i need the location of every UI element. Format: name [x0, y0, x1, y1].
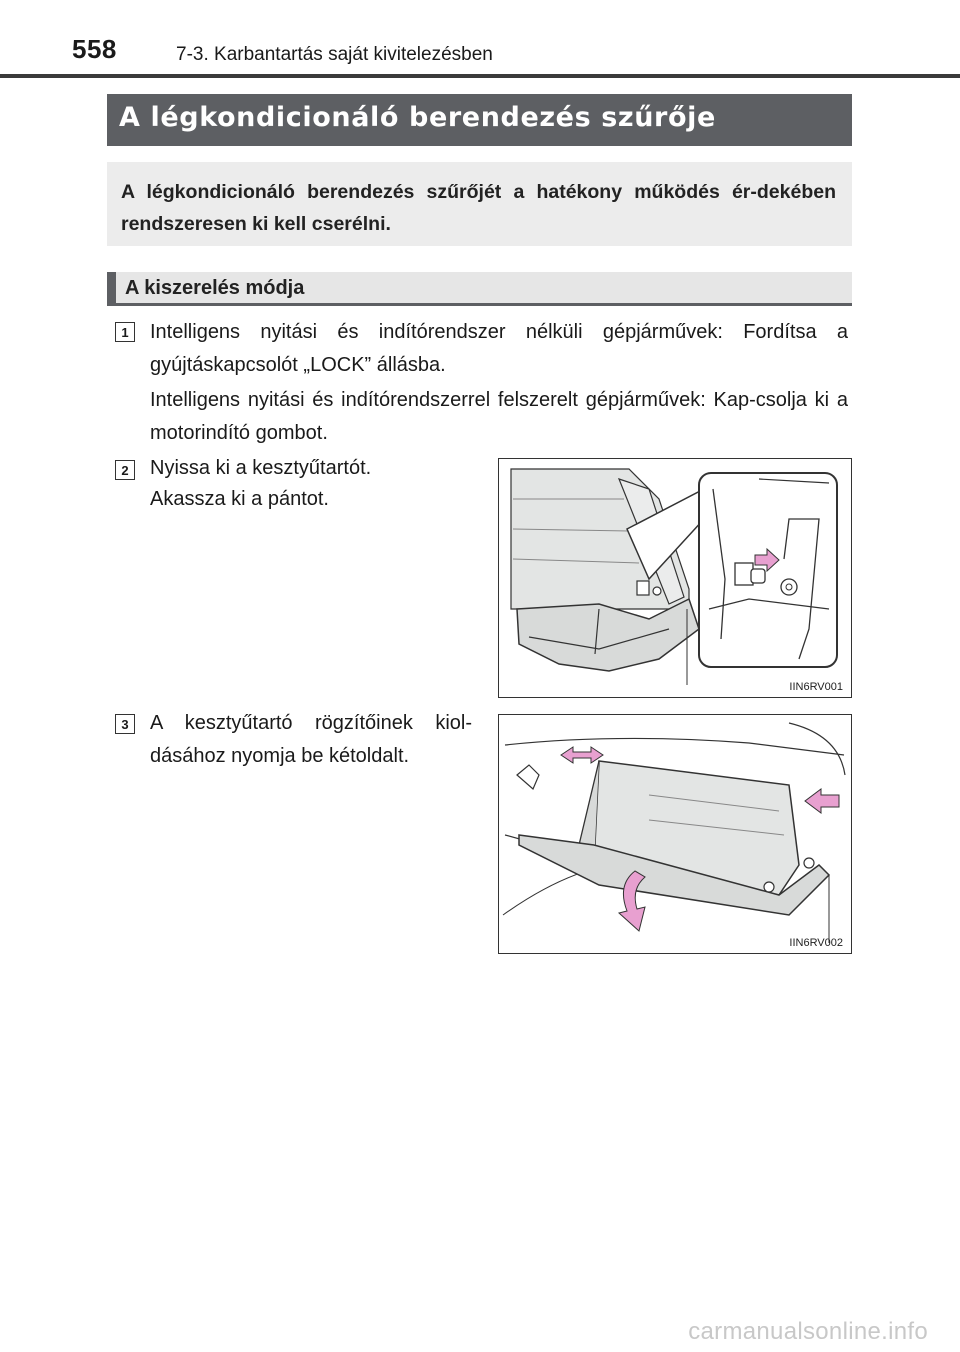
- page-number: 558: [72, 34, 117, 64]
- figure-glovebox-release: [498, 714, 852, 954]
- watermark: carmanualsonline.info: [688, 1318, 928, 1345]
- figure-code-2: IIN6RV002: [789, 937, 843, 949]
- figure-glovebox-strap: [498, 458, 852, 698]
- step-1-badge: 1: [115, 322, 135, 342]
- figure-code-1: IIN6RV001: [789, 681, 843, 693]
- glovebox-release-illustration: [499, 715, 851, 953]
- step-2-badge: 2: [115, 460, 135, 480]
- step-3-badge: 3: [115, 714, 135, 734]
- subsection-title: A kiszerelés módja: [125, 277, 305, 299]
- subsection-bar: [107, 272, 116, 303]
- subsection-header: [107, 272, 852, 306]
- glovebox-strap-illustration: [499, 459, 851, 697]
- step-1-paragraph-2: Intelligens nyitási és indítórendszerrel felszerelt gépjárművek: Kap-csolja ki a motorindító gombot.: [150, 389, 848, 444]
- running-header: 7-3. Karbantartás saját kivitelezésben: [176, 44, 493, 65]
- step-3-text: A kesztyűtartó rögzítőinek kiol-dásához nyomja be kétoldalt.: [150, 712, 472, 767]
- step-1-paragraph-1: Intelligens nyitási és indítórendszer nélküli gépjárművek: Fordítsa a gyújtáskapcsolót „LOCK” állásba.: [150, 321, 848, 376]
- step-2-line-1: Nyissa ki a kesztyűtartót.: [150, 457, 372, 479]
- section-title: A légkondicionáló berendezés szűrője: [107, 94, 852, 146]
- intro-box: A légkondicionáló berendezés szűrőjét a hatékony működés ér-dekében rendszeresen ki kell cserélni.: [107, 162, 852, 246]
- header-rule: [0, 74, 960, 78]
- step-2-line-2: Akassza ki a pántot.: [150, 488, 329, 510]
